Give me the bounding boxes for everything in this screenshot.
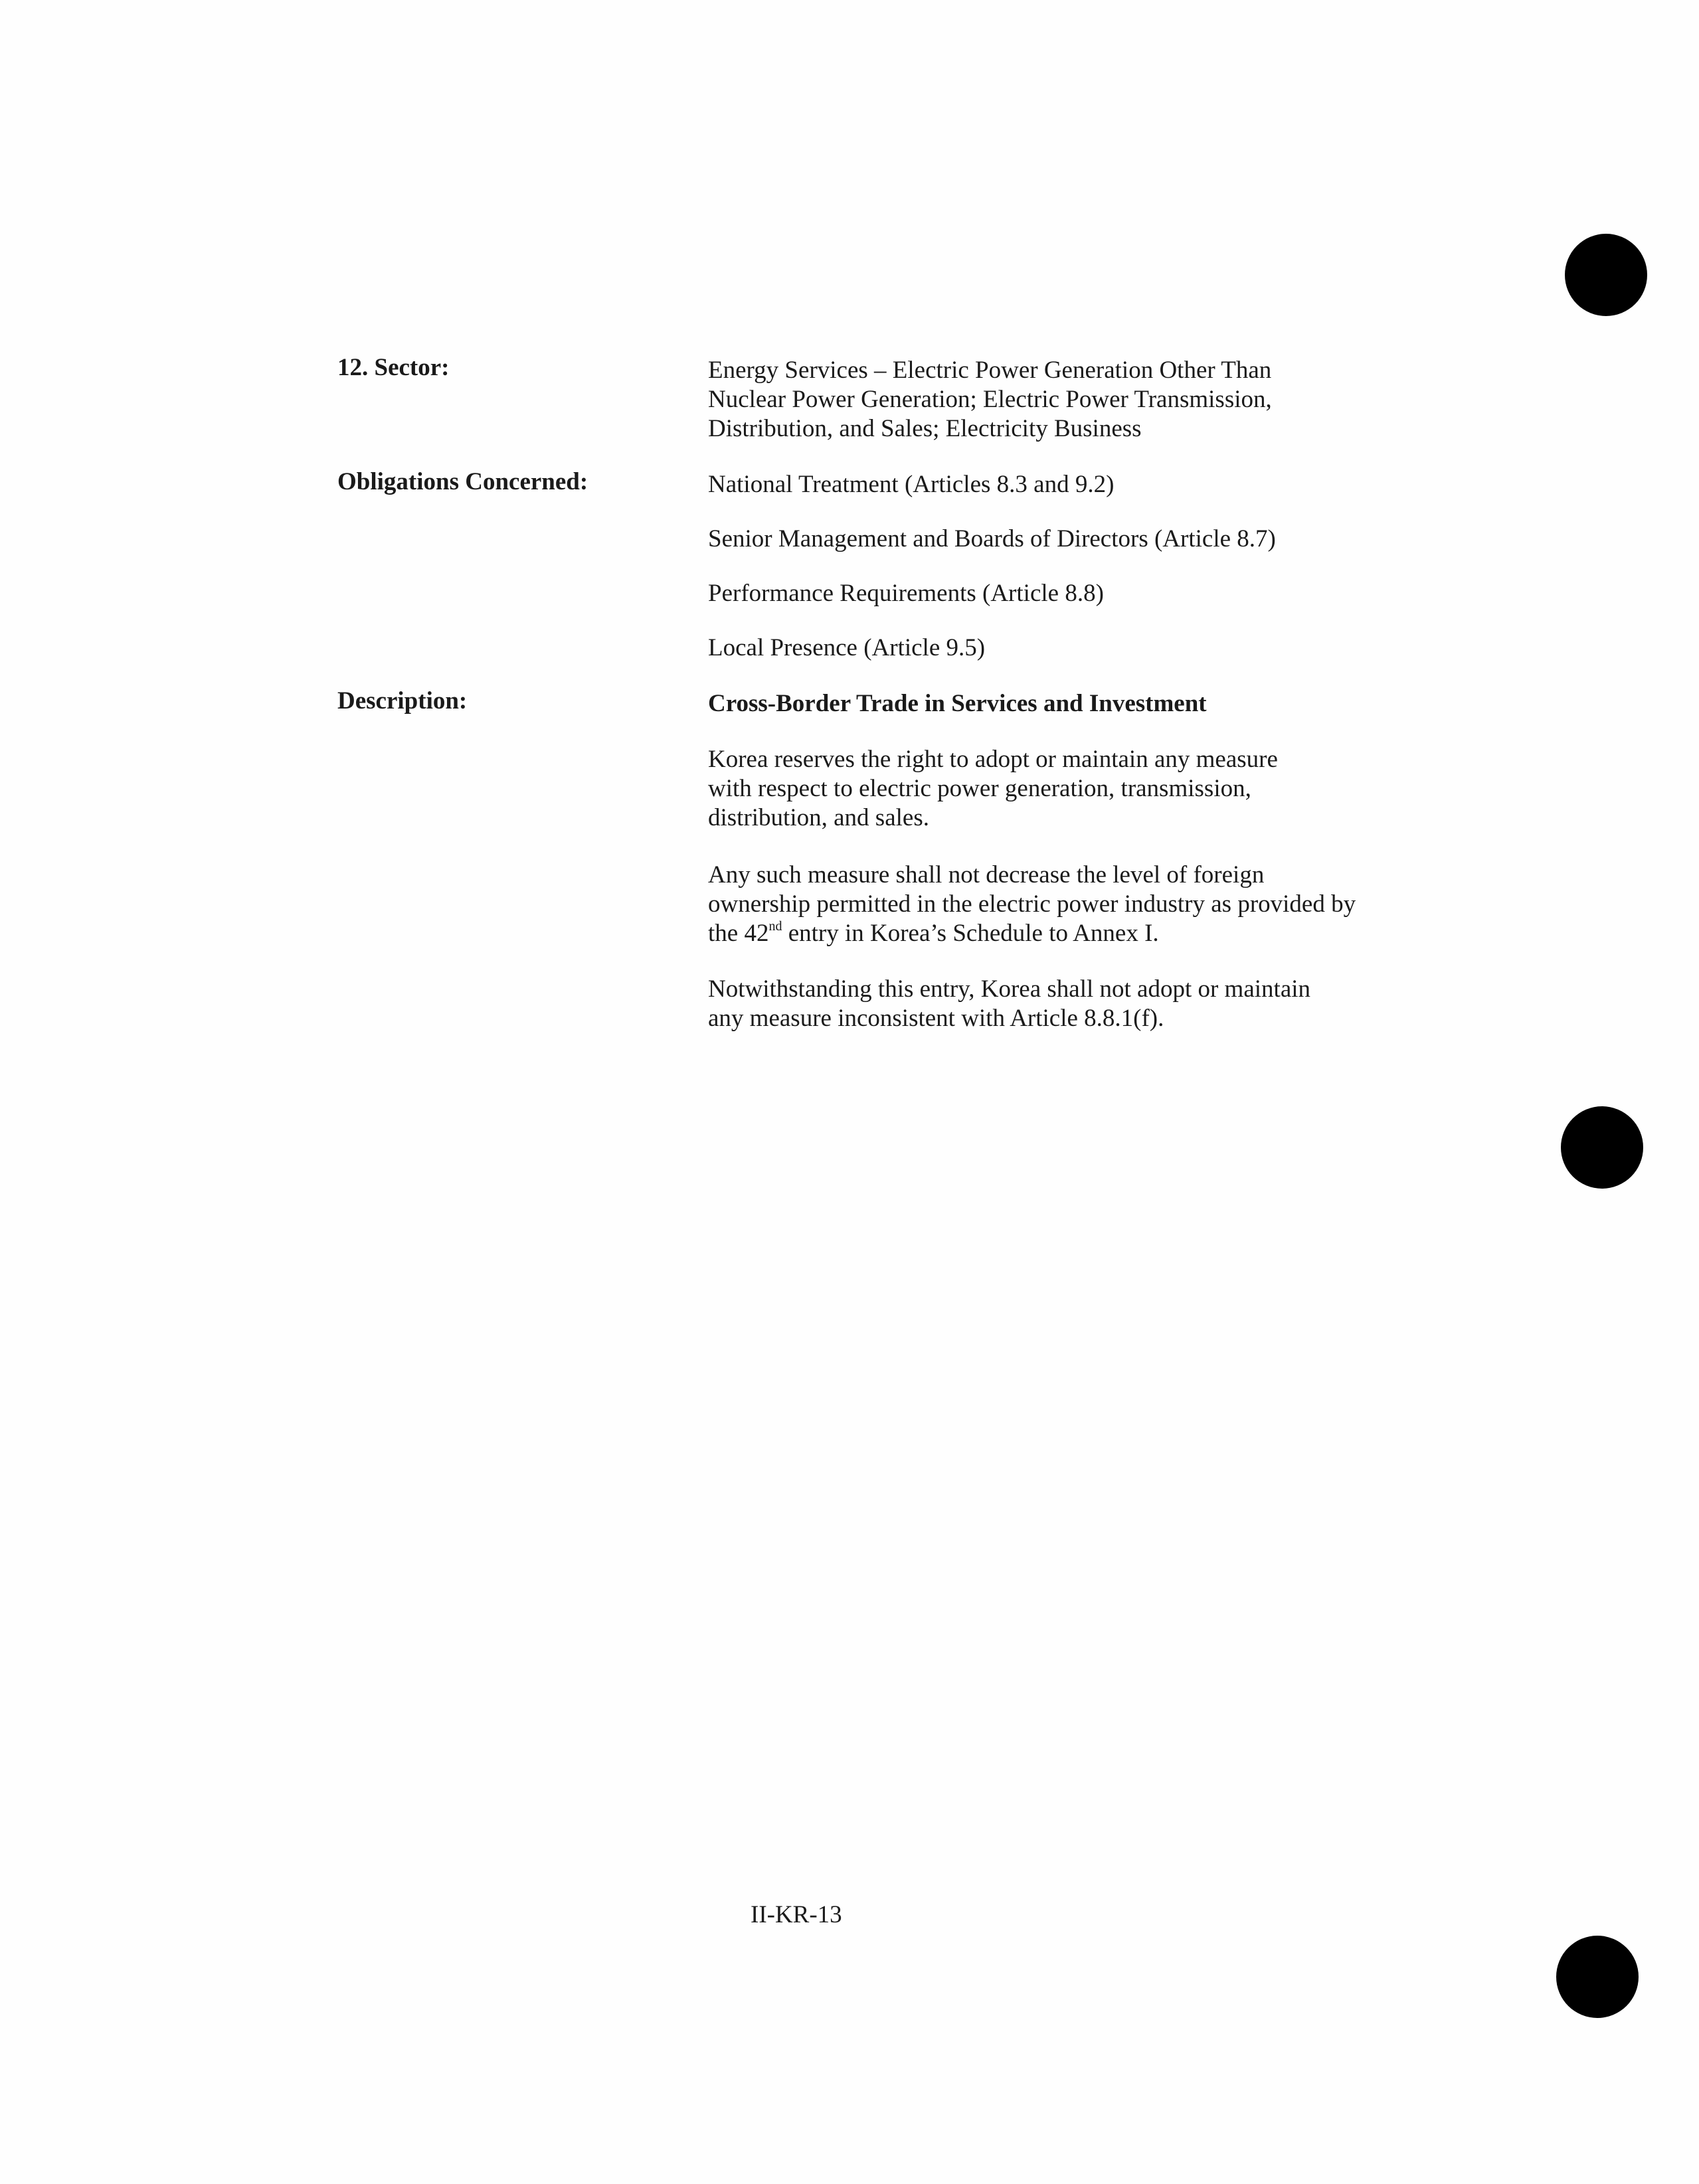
paragraph-2-text-after: entry in Korea’s Schedule to Annex I. [782,920,1159,947]
description-label: Description: [337,687,468,714]
description-paragraph-1: Korea reserves the right to adopt or maintain any measure with respect to electric power generation, transmission, distribution, and sales. [708,746,1278,831]
page-number: II-KR-13 [751,1901,842,1928]
description-heading: Cross-Border Trade in Services and Investment [708,690,1207,717]
obligation-item: National Treatment (Articles 8.3 and 9.2) [708,471,1115,498]
sector-value: Energy Services – Electric Power Generation Other Than Nuclear Power Generation; Electric Power Transmission, Distribution, and Sales; Electricity Business [708,357,1272,442]
obligation-item: Performance Requirements (Article 8.8) [708,580,1104,607]
description-paragraph-2 [708,861,1372,948]
punch-hole-middle [1561,1106,1643,1189]
obligations-label: Obligations Concerned: [337,468,588,495]
punch-hole-bottom [1556,1936,1639,2018]
paragraph-2-text-before: Any such measure shall not decrease the level of foreign ownership permitted in the electric power industry as provided by the 42 [708,861,1356,947]
sector-label: 12. Sector: [337,354,450,381]
description-paragraph-3: Notwithstanding this entry, Korea shall not adopt or maintain any measure inconsistent with Article 8.8.1(f). [708,975,1311,1032]
obligation-item: Local Presence (Article 9.5) [708,634,986,661]
punch-hole-top [1565,234,1647,316]
obligation-item: Senior Management and Boards of Directors (Article 8.7) [708,525,1276,552]
ordinal-suffix: nd [768,919,782,934]
